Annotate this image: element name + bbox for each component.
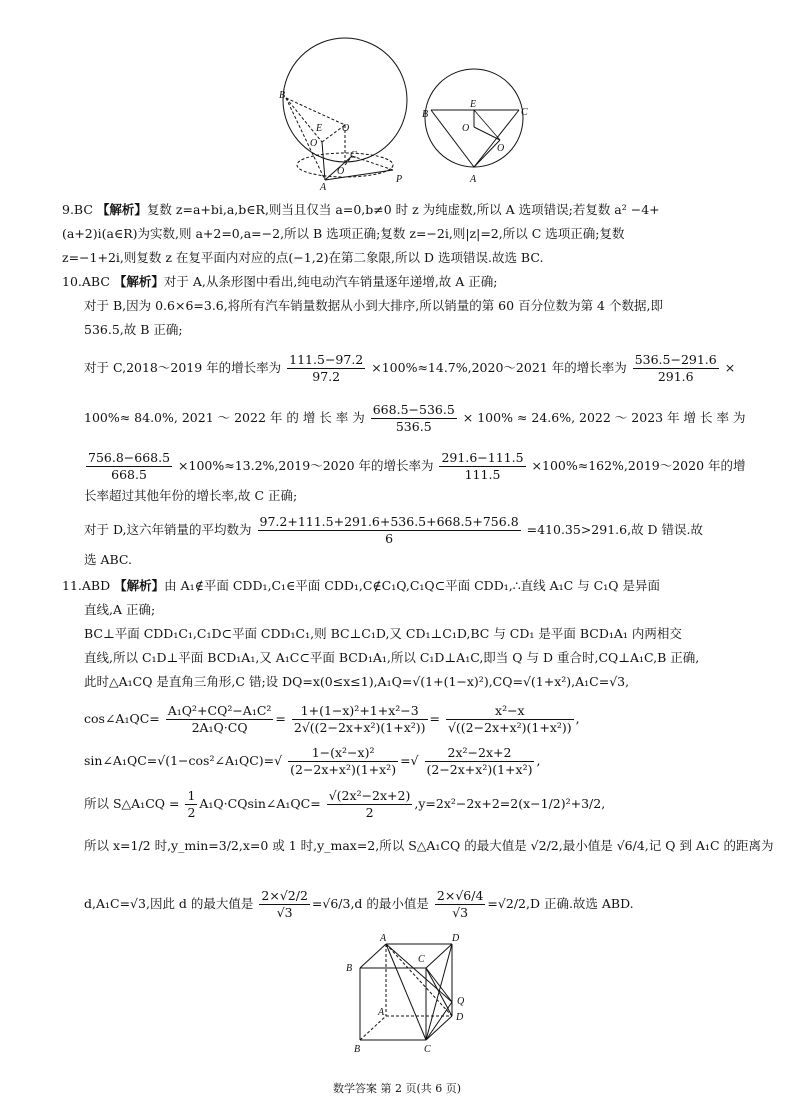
q11-d-mid: =√6/3,d 的最小值是 [311,896,429,911]
cube-label-c1: C [418,954,425,965]
frac-den: 2 [187,805,196,820]
q9-line-1 [62,200,660,220]
frac-den: 536.5 [395,419,432,434]
circle-figure [425,69,523,167]
q11-tag: 【解析】 [114,578,165,593]
q10-text-1: 对于 A,从条形图中看出,纯电动汽车销量逐年递增,故 A 正确; [163,274,498,289]
q11-d-frac-2 [435,888,486,921]
frac-num: 111.5−97.2 [289,352,364,367]
q11-sin-frac-2 [425,745,535,778]
q11-s-pre: 所以 S△A₁CQ = [84,796,180,811]
q11-line-4: 直线,所以 C₁D⊥平面 BCD₁A₁,又 A₁C⊂平面 BCD₁A₁,所以 C₁D⊥A₁C,即当 Q 与 D 重合时,CQ⊥A₁C,B 正确, [84,650,700,665]
frac-den: 97.2 [312,369,341,384]
q10-line-2: 对于 B,因为 0.6×6=3.6,将所有汽车销量数据从小到大排序,所以销量的第 60 百分位数为第 4 个数据,即 [84,298,663,313]
fig2-label-b: B [422,109,429,120]
frac-num: 1+(1−x)²+1+x²−3 [292,703,428,720]
q11-sin-frac-1 [288,745,398,778]
q11-cos-pre: cos∠A₁QC= [84,711,160,726]
cube-label-c: C [424,1044,431,1055]
sphere-figure [283,38,407,180]
fig1-label-o1: O [310,138,318,149]
frac-num: 291.6−111.5 [441,450,524,465]
q11-s-frac [327,788,413,821]
frac-den: √3 [276,905,293,920]
frac-num: A₁Q²+CQ²−A₁C² [167,703,272,718]
frac-den: 2A₁Q·CQ [191,720,248,735]
frac-num: 2×√2/2 [261,888,308,903]
q10-c-tail: × [724,360,736,375]
q10-c-line-1 [84,350,735,386]
frac-den: 2 [365,805,374,820]
q11-cos-frac-2 [292,703,428,736]
frac-den: 668.5 [111,467,147,482]
q10-tag: 【解析】 [113,274,164,289]
fig1-label-p: P [396,174,403,185]
q10-d-line-1 [84,512,703,548]
frac-num: 1−(x²−x)² [288,745,398,762]
cube-label-d1: D [452,933,460,944]
geometry-figures [0,0,794,200]
fig2-label-o2: O [497,143,505,154]
frac-num: 536.5−291.6 [634,352,717,367]
q11-d-pre: d,A₁C=√3,因此 d 的最大值是 [84,896,254,911]
frac-den: √((2−2x+x²)(1+x²)) [447,720,572,735]
frac-den: 6 [385,531,394,546]
q11-s-half [185,788,197,821]
frac-num: 1 [187,788,196,803]
q11-line-1 [62,576,660,596]
q10-number: 10.ABC [62,274,110,289]
q10-line-3: 536.5,故 B 正确; [84,322,183,337]
cube-label-a1: A [380,933,387,944]
q9-line-2: (a+2)i(a∈R)为实数,则 a+2=0,a=−2,所以 B 选项正确;复数 z=−2i,则|z|=2,所以 C 选项正确;复数 [62,226,625,241]
q11-cos-frac-1 [166,703,274,736]
frac-den: √3 [452,905,469,920]
q11-line-2: 直线,A 正确; [84,602,156,617]
q11-s-mid: A₁Q·CQsin∠A₁QC= [199,796,321,811]
q10-c2-tail: × 100% ≈ 24.6%, 2022 ～ 2023 年 增 长 率 为 [462,410,746,425]
cube-figure [0,930,794,1080]
fig1-label-o: O [342,123,350,134]
q10-d-tail: =410.35>291.6,故 D 错误.故 [526,522,704,537]
q10-c3-frac-1 [86,450,172,483]
q11-d-tail: =√2/2,D 正确.故选 ABD. [487,896,634,911]
q10-c3-tail: ×100%≈162%,2019～2020 年的增 [531,458,746,473]
q10-d-frac [258,514,521,547]
sin-num-inner: (x²−x)² [330,745,375,760]
q10-line-1 [62,272,498,292]
q10-d-line-2: 选 ABC. [84,552,133,567]
cube-label-b1: B [346,963,353,974]
frac-num: 97.2+111.5+291.6+536.5+668.5+756.8 [259,514,519,529]
fig2-label-o: O [462,123,470,134]
fig1-label-e: E [316,123,323,134]
cube-label-b: B [354,1044,361,1055]
q10-d-pre: 对于 D,这六年销量的平均数为 [84,522,252,537]
fig2-label-c: C [521,107,528,118]
q10-c-frac-1 [287,352,365,385]
q11-s-tail: ,y=2x²−2x+2=2(x−1/2)²+3/2, [414,796,606,811]
q10-c2-pre: 100%≈ 84.0%, 2021 ～ 2022 年 的 增 长 率 为 [84,410,365,425]
q11-minmax-line: 所以 x=1/2 时,y_min=3/2,x=0 或 1 时,y_max=2,所以 S△A₁CQ 的最大值是 √2/2,最小值是 √6/4,记 Q 到 A₁C 的距离为 [84,838,774,853]
fig1-label-c: C [350,150,357,161]
frac-den: 111.5 [464,467,501,482]
q11-d-line [84,882,634,926]
q10-c-line-2 [84,400,745,436]
q9-number: 9.BC [62,202,93,217]
fig1-label-a: A [320,182,327,193]
q10-c-pre: 对于 C,2018～2019 年的增长率为 [84,360,282,375]
cube-label-q: Q [457,996,465,1007]
q9-tag: 【解析】 [96,202,147,217]
q11-line-3: BC⊥平面 CDD₁C₁,C₁D⊂平面 CDD₁C₁,则 BC⊥C₁D,又 CD₁⊥C₁D,BC 与 CD₁ 是平面 BCD₁A₁ 内两相交 [84,626,682,641]
q11-number: 11.ABD [62,578,111,593]
q11-sin-line: sin∠A₁QC=√(1−cos²∠A₁QC)=√ $\frac{\text{1−(x²−x)²}}{\text{(2−2x+x²)(1+x²)}}$ =√ $\frac{\text{2x²−2x+2}}{\text{(2−2x+x²)(1+x²)}}$ , [84,745,541,777]
frac-num: 2x²−2x+2 [425,745,535,762]
q11-text-1: 由 A₁∉平面 CDD₁,C₁∈平面 CDD₁,C∉C₁Q,C₁Q⊂平面 CDD₁,∴直线 A₁C 与 C₁Q 是异面 [164,578,660,593]
fig2-label-a: A [470,174,477,185]
frac-den: 291.6 [657,369,694,384]
frac-num: 2×√6/4 [436,888,484,903]
frac-num: 756.8−668.5 [88,450,171,465]
q10-c-line-3 [84,448,746,484]
q11-sin-pre: sin∠A₁QC=√(1−cos²∠A₁QC)= [84,753,275,768]
q10-c2-frac [371,402,457,435]
cube-label-d: D [456,1012,464,1023]
q11-cos-frac-3 [446,703,574,736]
frac-num: √(2x²−2x+2) [328,788,411,803]
q10-c-line-4: 长率超过其他年份的增长率,故 C 正确; [84,488,298,503]
q11-cos-line: cos∠A₁QC= $\frac{\text{A₁Q²+CQ²−A₁C²}}{\text{2A₁Q·CQ}}$ = $\frac{\text{1+(1−x)²+1+x²−3}}{\text{2√((2−2x+x²)(1+x²))}}$ = $\frac{\text{x²−x}}{\text{√((2−2x+x²)(1+x²))}}$ , [84,703,580,735]
page-footer: 数学答案 第 2 页(共 6 页) [332,1082,462,1095]
q9-text-1: 复数 z=a+bi,a,b∈R,则当且仅当 a=0,b≠0 时 z 为纯虚数,所以 A 选项错误;若复数 a² −4+ [146,202,660,217]
frac-num: 668.5−536.5 [372,402,455,417]
cube-label-a: A [378,1007,385,1018]
q9-line-3: z=−1+2i,则复数 z 在复平面内对应的点(−1,2)在第二象限,所以 D 选项错误.故选 BC. [62,250,544,265]
frac-num: x²−x [446,703,574,720]
q10-c3-frac-2 [439,450,525,483]
fig2-label-e: E [470,99,477,110]
q10-c-mid: ×100%≈14.7%,2020～2021 年的增长率为 [371,360,627,375]
q11-d-frac-1 [259,888,310,921]
frac-den: (2−2x+x²)(1+x²) [290,762,397,777]
q11-s-line [84,786,605,822]
frac-den: (2−2x+x²)(1+x²) [426,762,533,777]
fig1-label-b: B [279,90,286,101]
q10-c-frac-2 [633,352,719,385]
q11-line-5: 此时△A₁CQ 是直角三角形,C 错;设 DQ=x(0≤x≤1),A₁Q=√(1+(1−x)²),CQ=√(1+x²),A₁C=√3, [84,674,630,689]
q10-c3-mid: ×100%≈13.2%,2019～2020 年的增长率为 [178,458,434,473]
frac-den: 2√((2−2x+x²)(1+x²)) [293,720,426,735]
fig1-label-o2: O [337,166,345,177]
